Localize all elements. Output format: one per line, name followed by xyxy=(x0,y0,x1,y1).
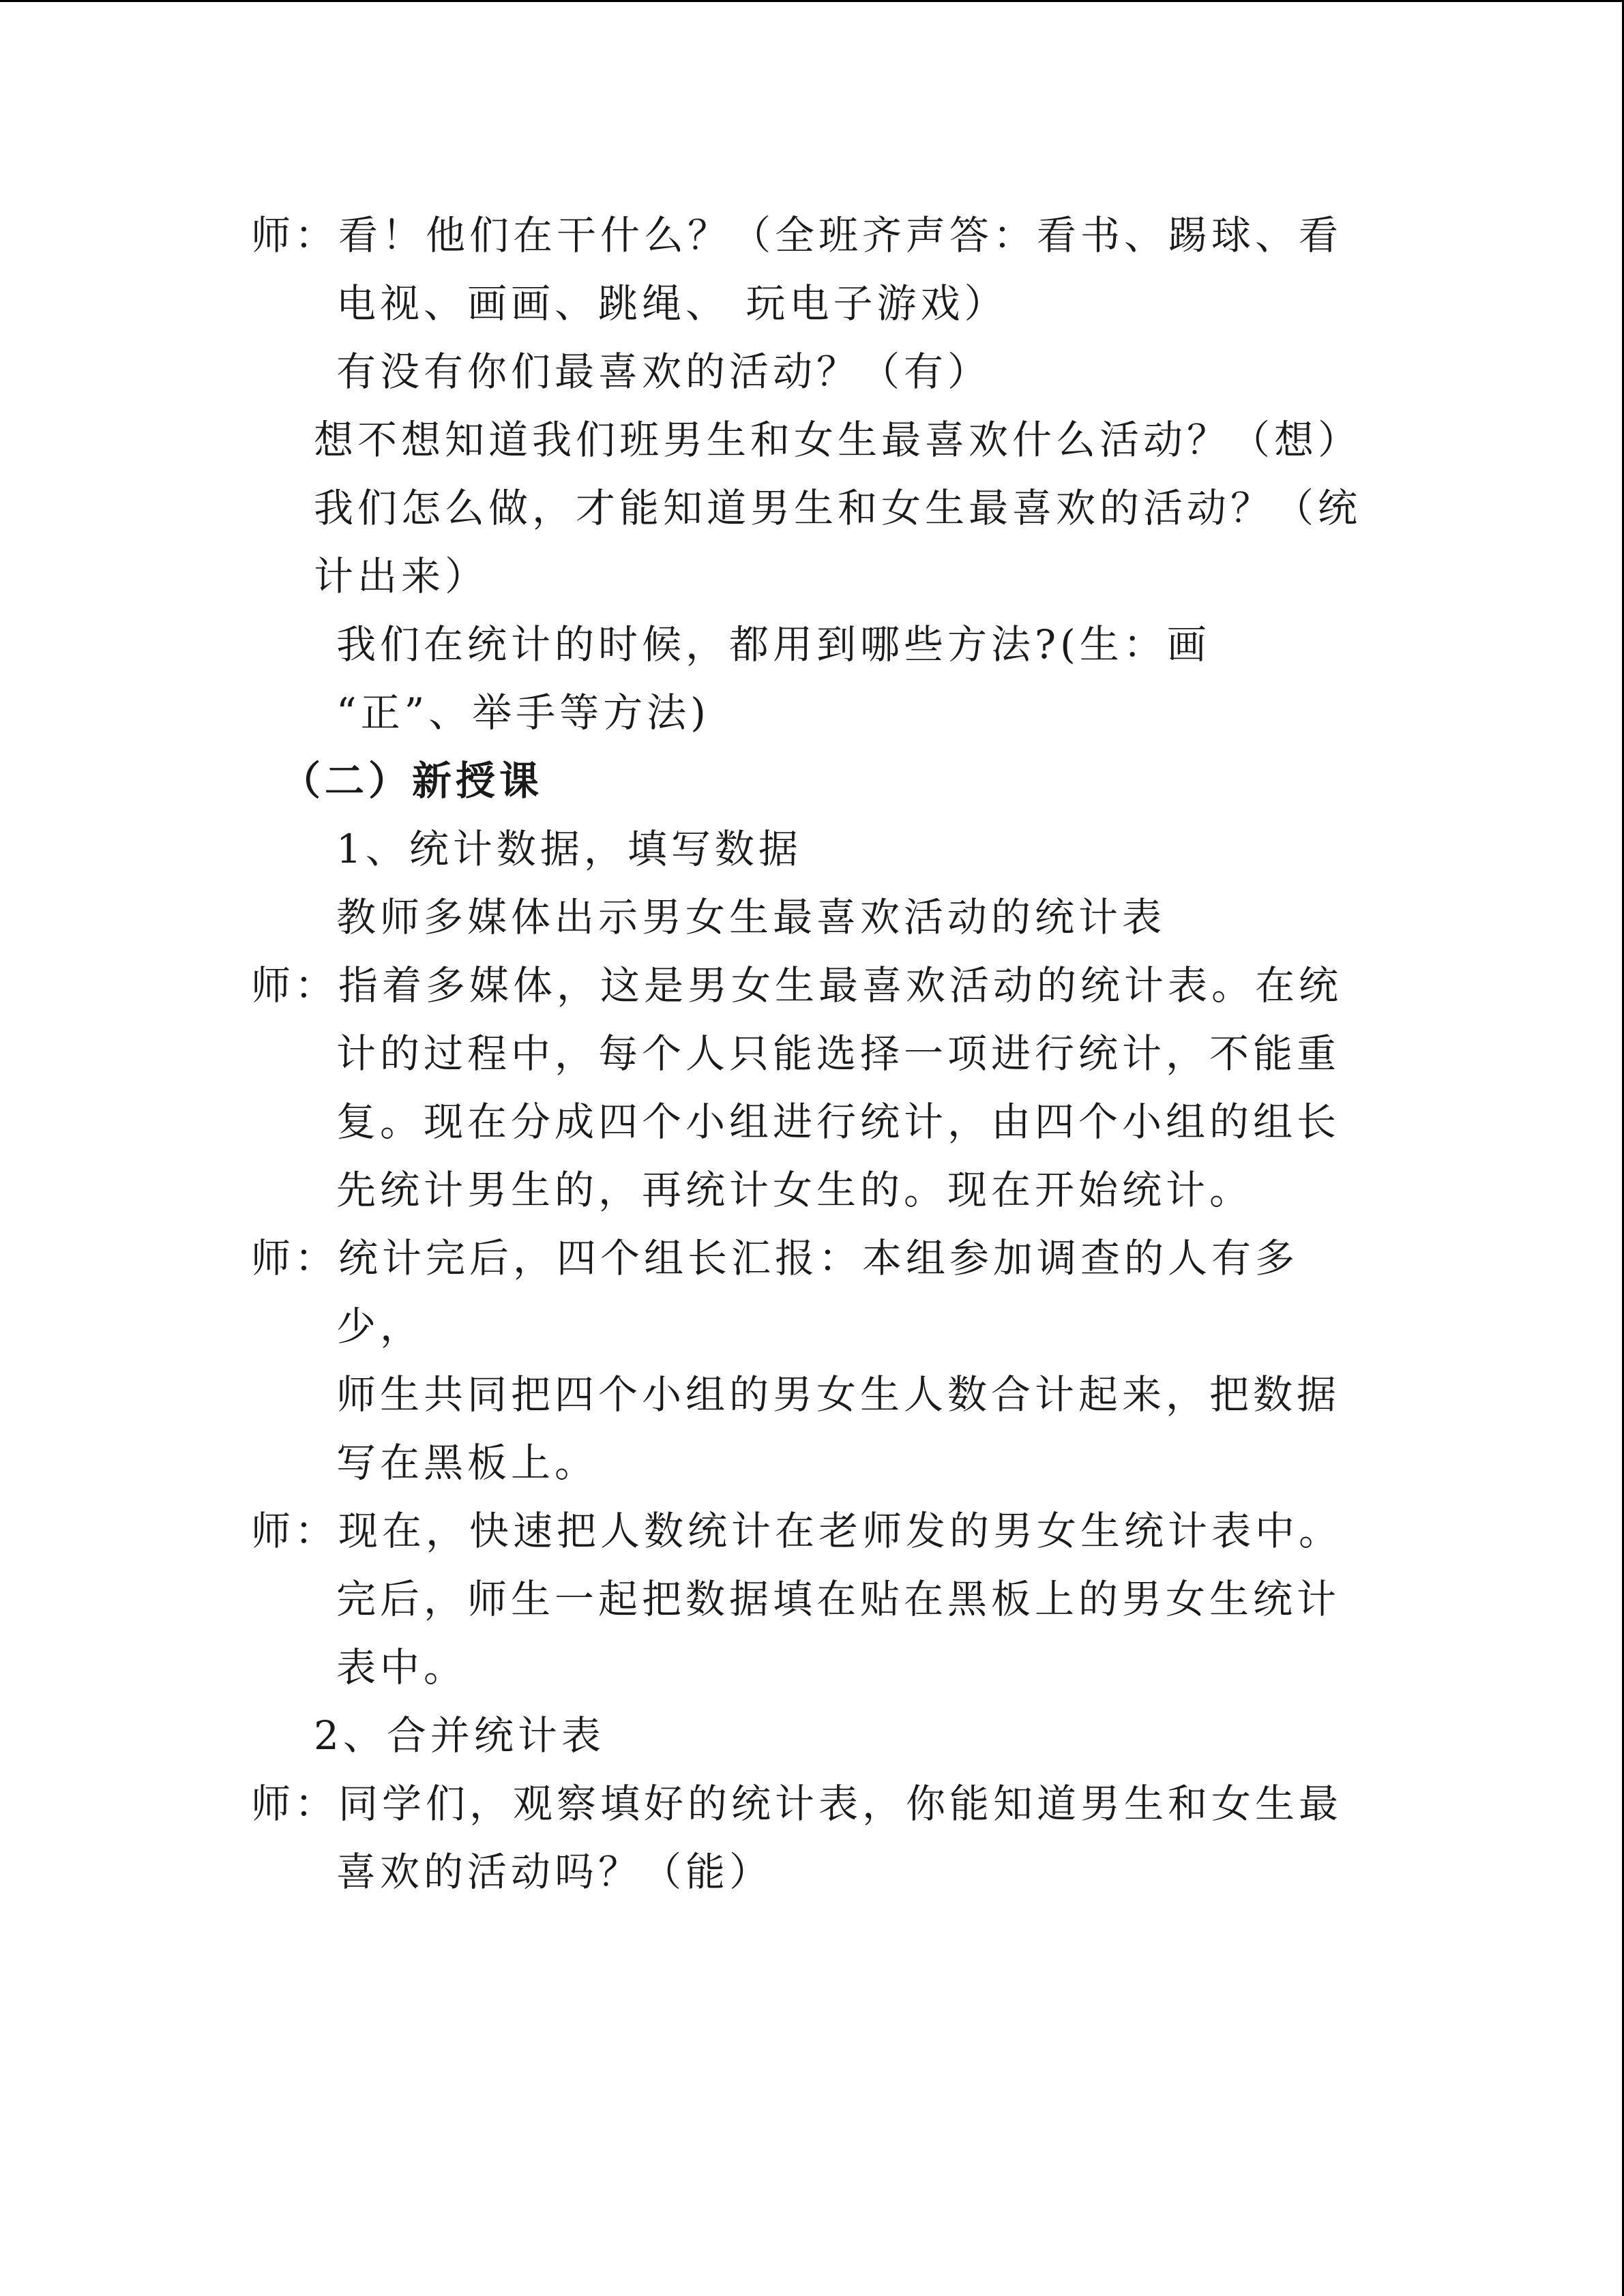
text-line-8: “正”、举手等方法) xyxy=(336,689,710,736)
text-line-20: 师：现在，快速把人数统计在老师发的男女生统计表中。 xyxy=(251,1508,1343,1554)
text-line-13: 计的过程中，每个人只能选择一项进行统计，不能重 xyxy=(336,1030,1341,1077)
section-heading: （二）新授课 xyxy=(281,758,544,804)
text-line-23: 2、合并统计表 xyxy=(314,1712,605,1759)
text-line-12: 师：指着多媒体，这是男女生最喜欢活动的统计表。在统 xyxy=(251,962,1343,1009)
text-line-25: 喜欢的活动吗？（能） xyxy=(336,1849,773,1895)
text-line-4: 想不想知道我们班男生和女生最喜欢什么活动？（想） xyxy=(314,417,1362,463)
text-line-19: 写在黑板上。 xyxy=(336,1440,599,1486)
text-line-6: 计出来） xyxy=(314,553,489,599)
text-line-24: 师：同学们，观察填好的统计表，你能知道男生和女生最 xyxy=(251,1780,1343,1827)
text-line-10: 1、统计数据，填写数据 xyxy=(336,826,802,872)
text-line-17: 少， xyxy=(336,1303,424,1350)
text-line-5: 我们怎么做，才能知道男生和女生最喜欢的活动？（统 xyxy=(314,485,1362,531)
text-line-14: 复。现在分成四个小组进行统计，由四个小组的组长 xyxy=(336,1099,1341,1145)
text-line-7: 我们在统计的时候，都用到哪些方法?(生：画 xyxy=(336,621,1211,668)
text-line-18: 师生共同把四个小组的男女生人数合计起来，把数据 xyxy=(336,1371,1341,1418)
text-line-1: 师：看！他们在干什么？（全班齐声答：看书、踢球、看 xyxy=(251,212,1343,258)
text-line-2: 电视、画画、跳绳、 玩电子游戏） xyxy=(336,280,1008,327)
text-line-15: 先统计男生的，再统计女生的。现在开始统计。 xyxy=(336,1167,1254,1213)
text-line-16: 师：统计完后，四个组长汇报：本组参加调查的人有多 xyxy=(251,1235,1299,1281)
text-line-3: 有没有你们最喜欢的活动？（有） xyxy=(336,348,992,395)
text-line-21: 完后，师生一起把数据填在贴在黑板上的男女生统计 xyxy=(336,1576,1341,1622)
text-line-22: 表中。 xyxy=(336,1644,468,1690)
text-line-11: 教师多媒体出示男女生最喜欢活动的统计表 xyxy=(336,894,1166,940)
